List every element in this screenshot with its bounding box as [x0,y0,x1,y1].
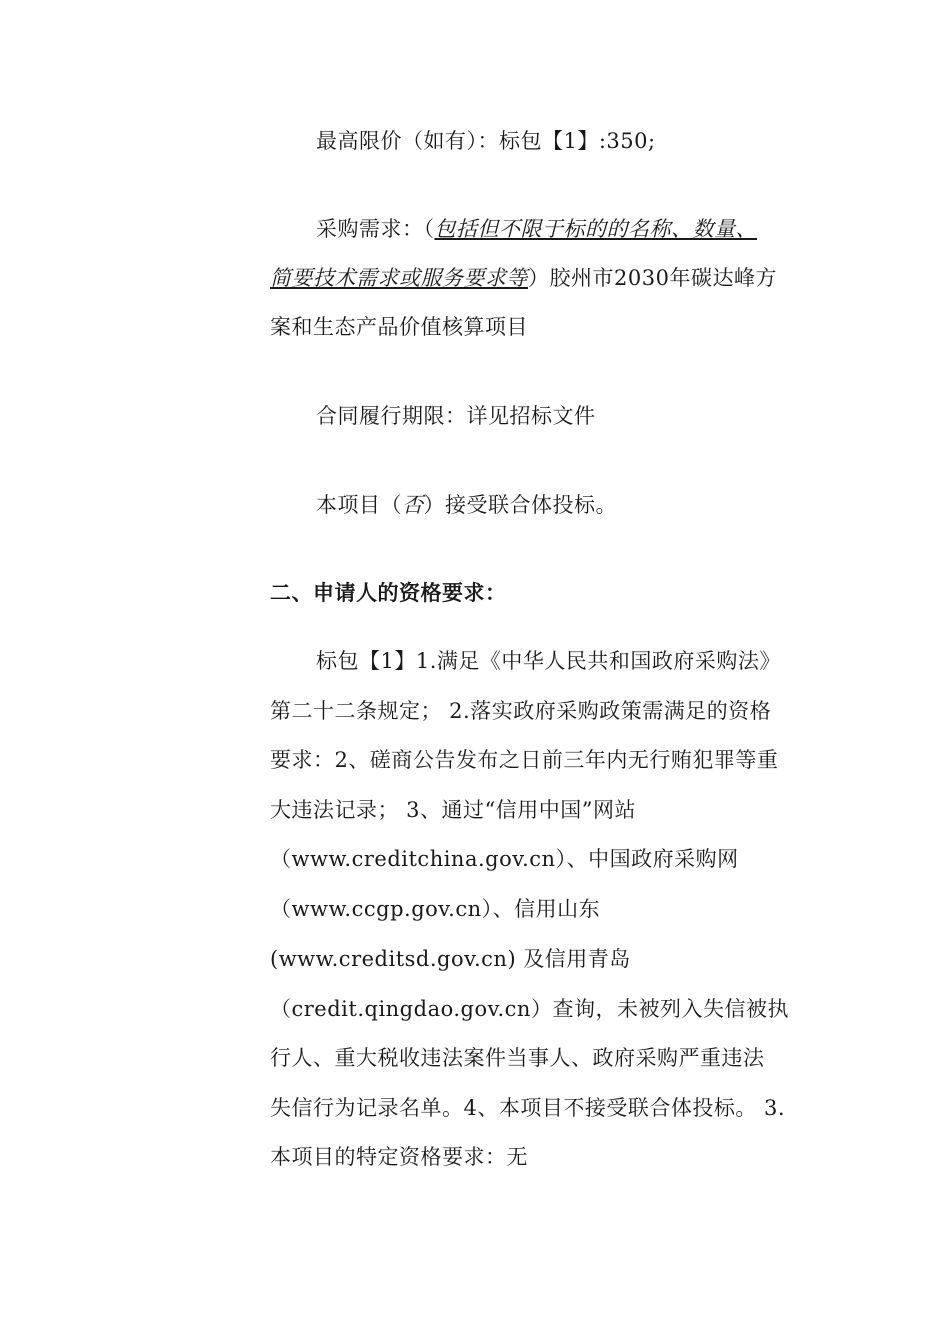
purchase-requirement-line-1 [316,215,790,243]
qualification-line: （www.creditchina.gov.cn）、中国政府采购网 [270,847,739,871]
qualification-line: 标包【1】1.满足《中华人民共和国政府采购法》 [316,649,781,673]
purchase-requirement-project: ）胶州市2030年碳达峰方 [528,266,777,290]
consortium-before: 本项目（ [316,493,402,517]
consortium-line [316,491,790,519]
purchase-requirement-line-2 [270,264,790,292]
contract-period-line: 合同履行期限：详见招标文件 [316,404,596,428]
section-two-heading: 二、申请人的资格要求： [270,581,507,605]
max-price-line: 最高限价（如有）：标包【1】:350; [316,129,656,153]
consortium-value: 否 [402,493,424,517]
purchase-requirement-hint-2: 简要技术需求或服务要求等 [270,266,528,290]
qualification-line: 要求：2、磋商公告发布之日前三年内无行贿犯罪等重 [270,748,779,772]
purchase-requirement-label: 采购需求：（ [316,217,435,241]
qualification-line: 大违法记录； 3、通过“信用中国”网站 [270,798,637,822]
consortium-after: ）接受联合体投标。 [423,493,617,517]
qualification-line: 行人、重大税收违法案件当事人、政府采购严重违法 [270,1046,765,1070]
qualification-line: 失信行为记录名单。4、本项目不接受联合体投标。 3. [270,1096,786,1120]
qualification-line: （www.ccgp.gov.cn）、信用山东 [270,897,601,921]
qualification-line: 第二十二条规定； 2.落实政府采购政策需满足的资格 [270,699,772,723]
qualification-line: （credit.qingdao.gov.cn）查询，未被列入失信被执 [270,997,789,1021]
qualification-line: (www.creditsd.gov.cn) 及信用青岛 [270,947,631,971]
purchase-requirement-hint-1: 包括但不限于标的的名称、数量、 [434,217,757,241]
purchase-requirement-line-3: 案和生态产品价值核算项目 [270,315,528,339]
qualification-line: 本项目的特定资格要求：无 [270,1145,528,1169]
